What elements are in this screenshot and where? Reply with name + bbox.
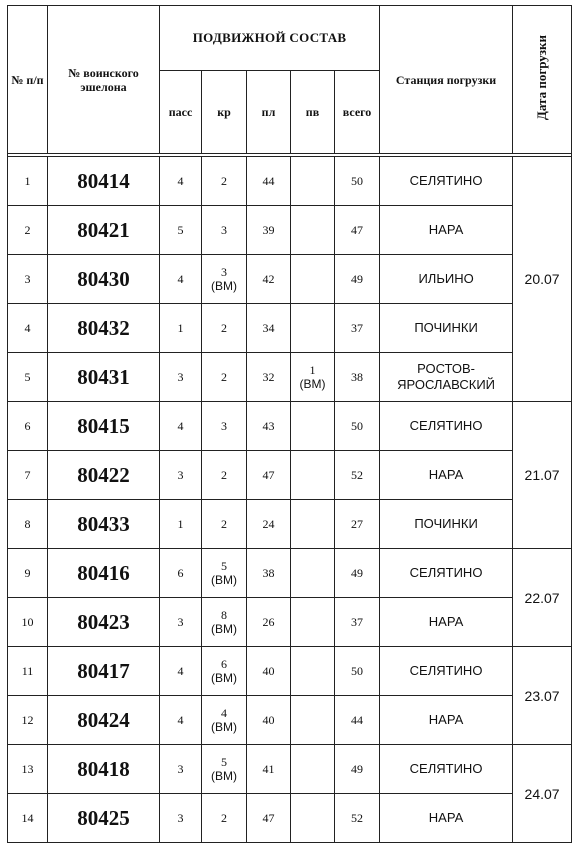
kr-count: 3 <box>221 265 227 279</box>
header-kr: кр <box>202 71 247 154</box>
kr-count: 5 <box>221 755 227 769</box>
loading-station: СЕЛЯТИНО <box>380 157 513 206</box>
pv-cell <box>291 451 335 500</box>
header-pass: пасс <box>160 71 202 154</box>
row-number: 4 <box>8 304 48 353</box>
kr-cell <box>202 794 247 843</box>
table-header <box>8 6 572 154</box>
header-loading-station: Станция погрузки <box>380 6 513 154</box>
kr-count: 2 <box>221 468 227 482</box>
table-row <box>8 255 572 304</box>
kr-cell <box>202 353 247 402</box>
pv-cell <box>291 402 335 451</box>
pl-count: 24 <box>247 500 291 549</box>
pv-cell <box>291 794 335 843</box>
loading-station: ИЛЬИНО <box>380 255 513 304</box>
kr-count: 3 <box>221 223 227 237</box>
pl-count: 42 <box>247 255 291 304</box>
pass-count: 3 <box>160 794 202 843</box>
pl-count: 39 <box>247 206 291 255</box>
loading-date: 24.07 <box>513 745 572 843</box>
kr-note: (ВМ) <box>211 720 237 734</box>
kr-cell <box>202 500 247 549</box>
pv-cell <box>291 255 335 304</box>
pl-count: 41 <box>247 745 291 794</box>
loading-station: НАРА <box>380 451 513 500</box>
kr-count: 3 <box>221 419 227 433</box>
kr-count: 2 <box>221 321 227 335</box>
pv-cell <box>291 598 335 647</box>
row-number: 12 <box>8 696 48 745</box>
pl-count: 38 <box>247 549 291 598</box>
echelon-number: 80431 <box>48 353 160 402</box>
pl-count: 47 <box>247 794 291 843</box>
table-row <box>8 647 572 696</box>
kr-count: 5 <box>221 559 227 573</box>
loading-schedule-table <box>7 5 572 843</box>
kr-count: 2 <box>221 517 227 531</box>
total-count: 50 <box>335 647 380 696</box>
kr-count: 2 <box>221 174 227 188</box>
kr-cell <box>202 598 247 647</box>
pv-cell <box>291 745 335 794</box>
pv-cell <box>291 304 335 353</box>
row-number: 1 <box>8 157 48 206</box>
kr-cell <box>202 745 247 794</box>
total-count: 37 <box>335 304 380 353</box>
pl-count: 44 <box>247 157 291 206</box>
pv-cell <box>291 549 335 598</box>
total-count: 50 <box>335 402 380 451</box>
total-count: 37 <box>335 598 380 647</box>
echelon-number: 80422 <box>48 451 160 500</box>
table-row <box>8 206 572 255</box>
table-row <box>8 598 572 647</box>
row-number: 14 <box>8 794 48 843</box>
table-row <box>8 157 572 206</box>
loading-date: 21.07 <box>513 402 572 549</box>
loading-station: ПОЧИНКИ <box>380 304 513 353</box>
header-loading-date <box>513 6 572 154</box>
echelon-number: 80425 <box>48 794 160 843</box>
pl-count: 40 <box>247 696 291 745</box>
kr-count: 2 <box>221 811 227 825</box>
kr-count: 6 <box>221 657 227 671</box>
row-number: 6 <box>8 402 48 451</box>
echelon-number: 80416 <box>48 549 160 598</box>
row-number: 2 <box>8 206 48 255</box>
row-number: 8 <box>8 500 48 549</box>
loading-station: НАРА <box>380 598 513 647</box>
kr-note: (ВМ) <box>211 622 237 636</box>
total-count: 49 <box>335 255 380 304</box>
pass-count: 4 <box>160 696 202 745</box>
pass-count: 1 <box>160 304 202 353</box>
kr-note: (ВМ) <box>211 279 237 293</box>
pv-cell <box>291 206 335 255</box>
kr-count: 4 <box>221 706 227 720</box>
loading-station: СЕЛЯТИНО <box>380 402 513 451</box>
header-loading-date-label: Дата погрузки <box>534 35 550 121</box>
row-number: 9 <box>8 549 48 598</box>
pl-count: 43 <box>247 402 291 451</box>
kr-count: 2 <box>221 370 227 384</box>
pass-count: 4 <box>160 157 202 206</box>
kr-cell <box>202 402 247 451</box>
kr-note: (ВМ) <box>211 671 237 685</box>
table-row <box>8 304 572 353</box>
header-rolling-stock: ПОДВИЖНОЙ СОСТАВ <box>160 6 380 71</box>
pv-cell <box>291 696 335 745</box>
loading-station: НАРА <box>380 794 513 843</box>
table-row <box>8 353 572 402</box>
pl-count: 32 <box>247 353 291 402</box>
loading-station: СЕЛЯТИНО <box>380 549 513 598</box>
pass-count: 3 <box>160 353 202 402</box>
kr-note: (ВМ) <box>211 769 237 783</box>
pl-count: 34 <box>247 304 291 353</box>
pl-count: 40 <box>247 647 291 696</box>
pass-count: 3 <box>160 745 202 794</box>
pass-count: 6 <box>160 549 202 598</box>
loading-date: 23.07 <box>513 647 572 745</box>
pl-count: 47 <box>247 451 291 500</box>
pass-count: 4 <box>160 402 202 451</box>
kr-cell <box>202 255 247 304</box>
table-row <box>8 500 572 549</box>
total-count: 49 <box>335 549 380 598</box>
total-count: 44 <box>335 696 380 745</box>
table-row <box>8 745 572 794</box>
pass-count: 5 <box>160 206 202 255</box>
total-count: 52 <box>335 451 380 500</box>
row-number: 10 <box>8 598 48 647</box>
pl-count: 26 <box>247 598 291 647</box>
loading-date: 20.07 <box>513 157 572 402</box>
kr-note: (ВМ) <box>211 573 237 587</box>
pass-count: 1 <box>160 500 202 549</box>
loading-station: НАРА <box>380 696 513 745</box>
row-number: 7 <box>8 451 48 500</box>
echelon-number: 80432 <box>48 304 160 353</box>
echelon-number: 80415 <box>48 402 160 451</box>
kr-cell <box>202 696 247 745</box>
loading-station: СЕЛЯТИНО <box>380 647 513 696</box>
loading-station: СЕЛЯТИНО <box>380 745 513 794</box>
total-count: 50 <box>335 157 380 206</box>
header-echelon-number: № воинского эшелона <box>48 6 160 154</box>
loading-station: РОСТОВ-ЯРОСЛАВСКИЙ <box>380 353 513 402</box>
pass-count: 4 <box>160 255 202 304</box>
echelon-number: 80417 <box>48 647 160 696</box>
row-number: 13 <box>8 745 48 794</box>
pv-count: 1 <box>309 363 316 377</box>
loading-station: ПОЧИНКИ <box>380 500 513 549</box>
kr-count: 8 <box>221 608 227 622</box>
table-body <box>8 154 572 843</box>
echelon-number: 80430 <box>48 255 160 304</box>
table-row <box>8 549 572 598</box>
header-row-number: № п/п <box>8 6 48 154</box>
table-row <box>8 451 572 500</box>
pv-cell <box>291 353 335 402</box>
echelon-number: 80423 <box>48 598 160 647</box>
row-number: 5 <box>8 353 48 402</box>
echelon-number: 80433 <box>48 500 160 549</box>
table-row <box>8 696 572 745</box>
header-pl: пл <box>247 71 291 154</box>
pass-count: 3 <box>160 598 202 647</box>
table-row <box>8 402 572 451</box>
kr-cell <box>202 304 247 353</box>
header-pv: пв <box>291 71 335 154</box>
total-count: 38 <box>335 353 380 402</box>
kr-cell <box>202 647 247 696</box>
pass-count: 4 <box>160 647 202 696</box>
loading-station: НАРА <box>380 206 513 255</box>
total-count: 27 <box>335 500 380 549</box>
kr-cell <box>202 451 247 500</box>
total-count: 52 <box>335 794 380 843</box>
kr-cell <box>202 206 247 255</box>
row-number: 3 <box>8 255 48 304</box>
echelon-number: 80424 <box>48 696 160 745</box>
header-total: всего <box>335 71 380 154</box>
pv-note: (ВМ) <box>299 377 326 391</box>
pv-cell <box>291 157 335 206</box>
echelon-number: 80414 <box>48 157 160 206</box>
pv-cell <box>291 500 335 549</box>
total-count: 49 <box>335 745 380 794</box>
pass-count: 3 <box>160 451 202 500</box>
echelon-number: 80421 <box>48 206 160 255</box>
pv-cell <box>291 647 335 696</box>
kr-cell <box>202 157 247 206</box>
loading-date: 22.07 <box>513 549 572 647</box>
row-number: 11 <box>8 647 48 696</box>
echelon-number: 80418 <box>48 745 160 794</box>
total-count: 47 <box>335 206 380 255</box>
table-row <box>8 794 572 843</box>
kr-cell <box>202 549 247 598</box>
